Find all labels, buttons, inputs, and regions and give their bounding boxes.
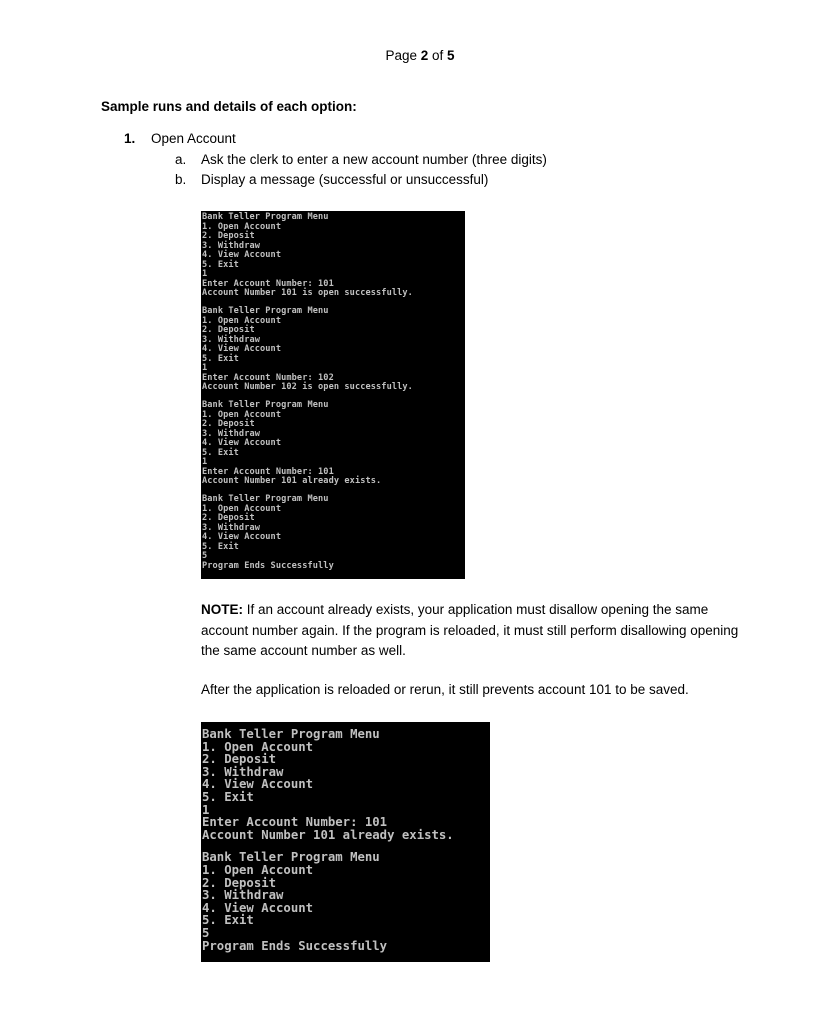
console-line: 5 [202,925,210,940]
note-label: NOTE: [201,602,243,617]
console-line: 2. Deposit [202,231,255,241]
console-line: 3. Withdraw [202,428,261,439]
console-line: 3. Withdraw [202,888,284,903]
console-line: 5. Exit [202,541,239,552]
console-line: 2. Deposit [202,325,255,335]
console-line: Bank Teller Program Menu [202,400,329,410]
console-line: Account Number 101 is open successfully. [202,288,413,298]
sub-item-text: Ask the clerk to enter a new account number (three digits) [201,152,547,167]
sub-item-text: Display a message (successful or unsuccessful) [201,172,489,187]
page-word: Page [385,48,417,63]
console-line: 1 [202,802,210,817]
console-line: Enter Account Number: 101 [202,815,388,830]
console-line: 5. Exit [202,259,239,270]
console-line: 4. View Account [202,777,314,792]
list-item-number: 1. [124,131,136,146]
console-line: 4. View Account [202,532,282,542]
console-line: 1 [202,363,208,373]
console-line: Bank Teller Program Menu [202,727,380,741]
console-line: 3. Withdraw [202,764,284,779]
console-line: 1. Open Account [202,221,282,232]
console-line: Account Number 102 is open successfully. [202,382,413,392]
console-line: Bank Teller Program Menu [202,212,329,222]
console-line: Enter Account Number: 101 [202,466,334,477]
console-line: Bank Teller Program Menu [202,306,329,316]
sub-item-letter: b. [175,172,187,187]
console-line: 5. Exit [202,789,254,804]
console-line: Enter Account Number: 102 [202,372,334,383]
note-text: If an account already exists, your application must disallow opening the same account number again. If the program is reloaded, it must still perform disallowing opening the same account number as well. [201,602,739,658]
console-line: 3. Withdraw [202,240,261,251]
rerun-explanation: After the application is reloaded or rerun, it still prevents account 101 to be saved. [201,682,689,697]
sub-item-letter: a. [175,152,187,167]
console-line: Bank Teller Program Menu [202,494,329,504]
console-line: 2. Deposit [202,513,255,523]
console-line: 5. Exit [202,353,239,364]
note-paragraph [201,600,741,662]
console-line: Account Number 101 already exists. [202,827,454,842]
console-line: 1. Open Account [202,315,282,326]
console-line: 5 [202,551,208,561]
console-line: 4. View Account [202,250,282,260]
console-line: Enter Account Number: 101 [202,278,334,289]
console-line: Program Ends Successfully [202,938,388,953]
console-line: 4. View Account [202,438,282,448]
of-word: of [432,48,444,63]
page-total: 5 [447,48,455,63]
sub-item-b [175,172,488,187]
list-item-label: Open Account [151,131,236,146]
console-line: 1 [202,457,208,467]
console-line: 1. Open Account [202,862,314,877]
console-line: 5. Exit [202,447,239,458]
console-line: 2. Deposit [202,875,277,890]
console-line: 1. Open Account [202,739,314,754]
console-screenshot-rerun [201,722,490,962]
section-title: Sample runs and details of each option: [101,99,357,114]
console-line: Bank Teller Program Menu [202,850,380,865]
console-line: Program Ends Successfully [202,560,334,571]
page-header [0,48,840,63]
console-screenshot-sample-run [201,211,465,579]
console-line: 4. View Account [202,344,282,354]
page-number: 2 [420,48,429,63]
console-line: 5. Exit [202,913,254,928]
console-line: 1. Open Account [202,409,282,420]
console-line: Account Number 101 already exists. [202,476,382,486]
console-line: 2. Deposit [202,752,277,767]
console-line: 1 [202,269,208,279]
console-line: 3. Withdraw [202,334,261,345]
console-line: 4. View Account [202,900,314,915]
console-line: 1. Open Account [202,503,282,514]
console-line: 3. Withdraw [202,522,261,533]
sub-item-a [175,152,547,167]
console-line: 2. Deposit [202,419,255,429]
